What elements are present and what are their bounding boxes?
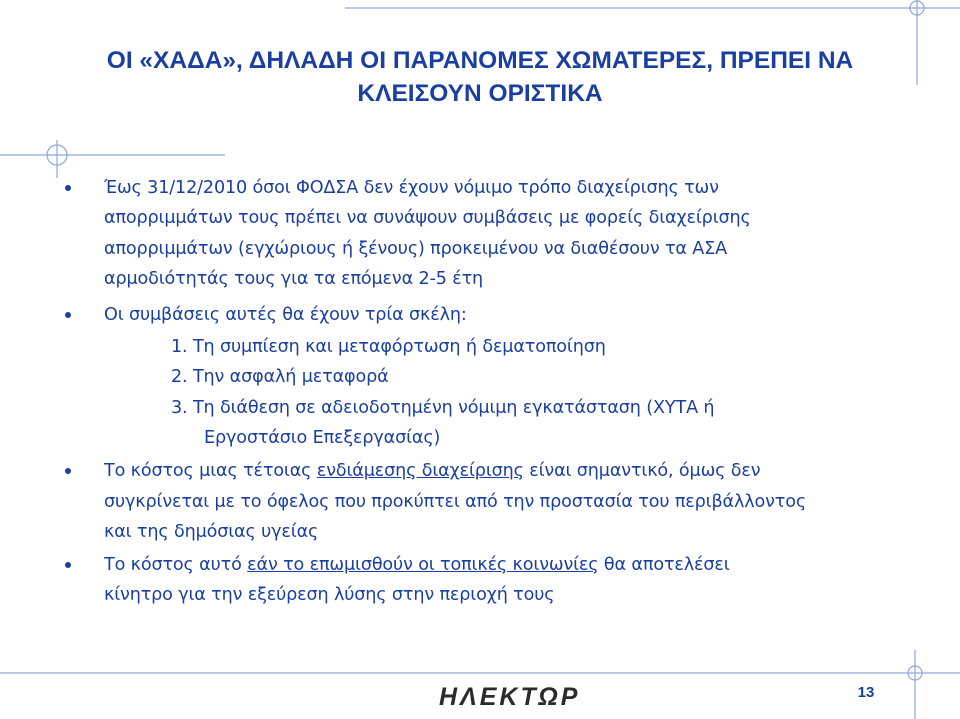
bullet-dot xyxy=(65,562,71,568)
numbered-item-3 xyxy=(171,393,714,423)
item-text: Την ασφαλή μεταφορά xyxy=(192,367,389,387)
elektor-logo xyxy=(439,682,604,710)
numbered-item-2 xyxy=(171,362,389,392)
bullet-1-line-1: Έως 31/12/2010 όσοι ΦΟΔΣΑ δεν έχουν νόμιμο τρόπο διαχείρισης των xyxy=(104,178,719,198)
bullet-1-line-4: αρμοδιότητάς τους για τα επόμενα 2-5 έτη xyxy=(104,269,484,289)
bullet-1-line-2: απορριμμάτων τους πρέπει να συνάψουν συμβάσεις με φορείς διαχείρισης xyxy=(104,208,751,228)
bullet-4-line-2: κίνητρο για την εξεύρεση λύσης στην περιοχή τους xyxy=(104,585,555,605)
bullet-dot xyxy=(65,312,71,318)
logo-text: ΗΛΕΚΤΩΡ xyxy=(439,683,581,710)
bullet-dot xyxy=(65,185,71,191)
bullet-2-text: Οι συμβάσεις αυτές θα έχουν τρία σκέλη: xyxy=(104,305,467,325)
bullet-3-post: είναι σημαντικό, όμως δεν xyxy=(529,461,761,481)
item-text: Τη συμπίεση και μεταφόρτωση ή δεματοποίηση xyxy=(192,337,606,357)
item-number: 1. xyxy=(171,337,188,357)
bullet-4-pre: Το κόστος αυτό xyxy=(104,555,242,575)
intermediate-management-link[interactable]: ενδιάμεσης διαχείρισης xyxy=(316,461,524,481)
bullet-dot xyxy=(65,468,71,474)
bullet-3-line-1 xyxy=(104,456,960,486)
slide-title xyxy=(40,44,920,110)
item-number: 2. xyxy=(171,367,188,387)
bullet-3-line-2: συγκρίνεται με το όφελος που προκύπτει από την προστασία του περιβάλλοντος xyxy=(104,492,807,512)
numbered-item-3-continuation: Εργοστάσιο Επεξεργασίας) xyxy=(204,428,441,448)
bullet-4-post: θα αποτελέσει xyxy=(603,555,730,575)
item-number: 3. xyxy=(171,398,188,418)
title-line-2: ΚΛΕΙΣΟΥΝ ΟΡΙΣΤΙΚΑ xyxy=(357,80,603,107)
bullet-4-line-1 xyxy=(104,550,960,580)
bullet-3-pre: Το κόστος μιας τέτοιας xyxy=(104,461,312,481)
item-text: Τη διάθεση σε αδειοδοτημένη νόμιμη εγκατάσταση (ΧΥΤΑ ή xyxy=(192,398,715,418)
local-communities-link[interactable]: εάν το επωμισθούν οι τοπικές κοινωνίες xyxy=(247,555,599,575)
page-number: 13 xyxy=(857,684,875,701)
title-line-1: ΟΙ «ΧΑΔΑ», ΔΗΛΑΔΗ ΟΙ ΠΑΡΑΝΟΜΕΣ ΧΩΜΑΤΕΡΕΣ, ΠΡΕΠΕΙ ΝΑ xyxy=(106,47,854,74)
bullet-3-line-3: και της δημόσιας υγείας xyxy=(104,522,319,542)
numbered-item-1 xyxy=(171,332,606,362)
bullet-1-line-3: απορριμμάτων (εγχώριους ή ξένους) προκειμένου να διαθέσουν τα ΑΣΑ xyxy=(104,239,728,259)
